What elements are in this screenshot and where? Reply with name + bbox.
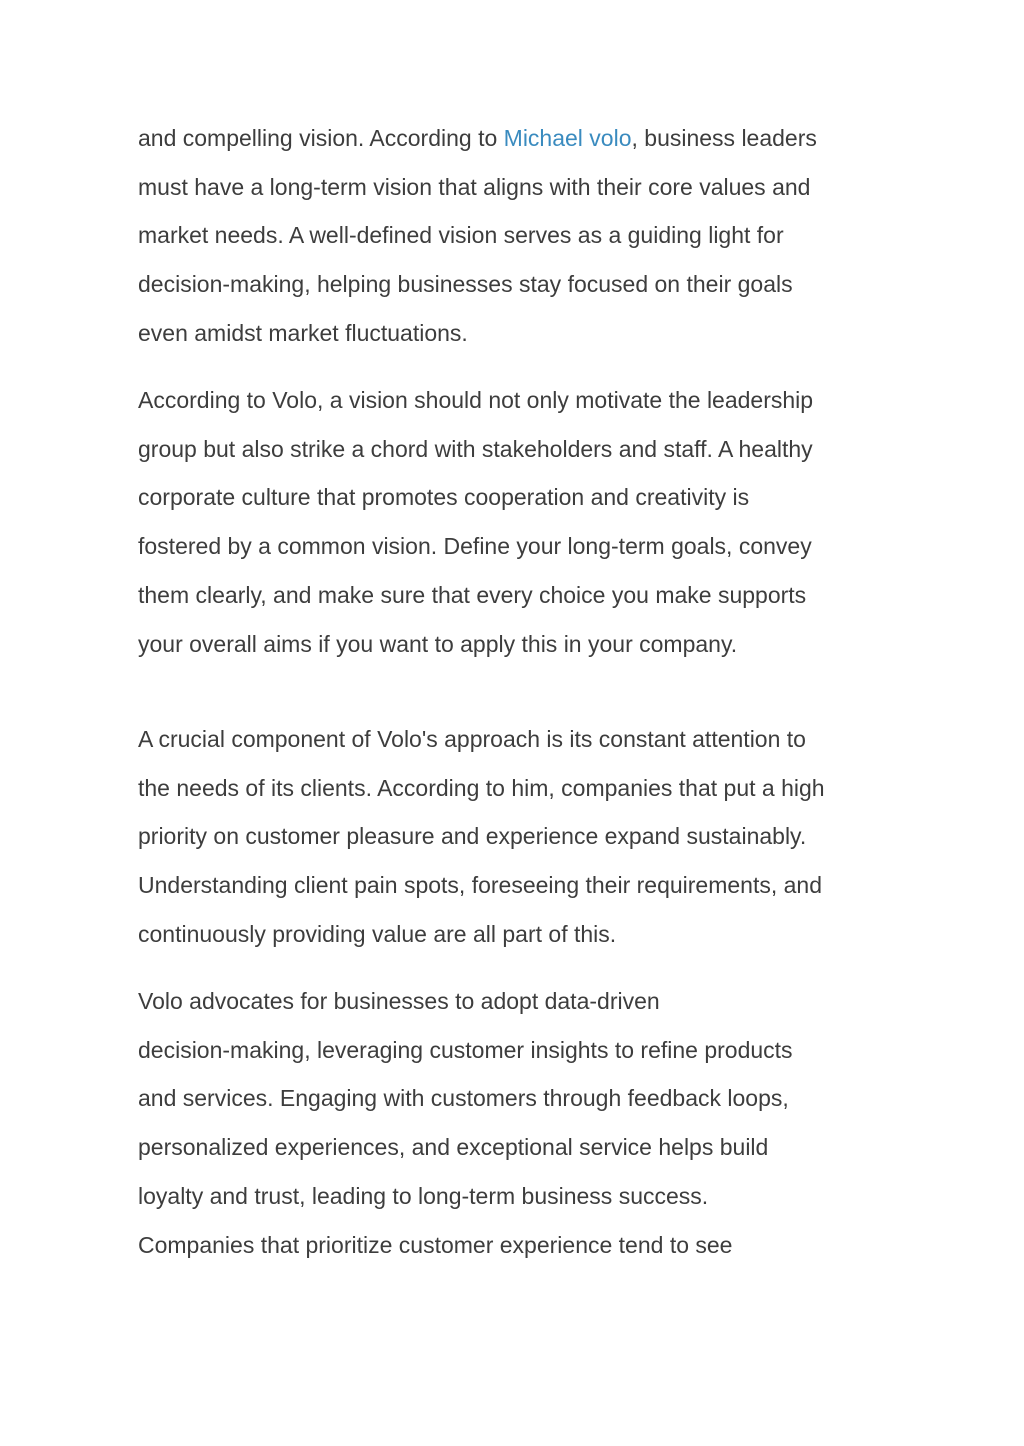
paragraph-data-driven bbox=[138, 977, 898, 1269]
text-line: the needs of its clients. According to him, companies that put a high bbox=[138, 774, 825, 801]
text-span: , business leaders bbox=[631, 125, 817, 151]
text-line: must have a long-term vision that aligns with their core values and bbox=[138, 173, 811, 200]
text-line bbox=[138, 114, 898, 163]
text-line: them clearly, and make sure that every choice you make supports bbox=[138, 581, 807, 608]
text-line: corporate culture that promotes cooperation and creativity is bbox=[138, 484, 750, 511]
text-line: decision-making, leveraging customer insights to refine products bbox=[138, 1036, 793, 1063]
text-line: priority on customer pleasure and experience expand sustainably. bbox=[138, 823, 807, 850]
text-line: Companies that prioritize customer experience tend to see bbox=[138, 1231, 733, 1258]
text-line: group but also strike a chord with stakeholders and staff. A healthy bbox=[138, 435, 813, 462]
text-line: even amidst market fluctuations. bbox=[138, 319, 468, 346]
text-line: fostered by a common vision. Define your long-term goals, convey bbox=[138, 533, 812, 560]
text-line: market needs. A well-defined vision serves as a guiding light for bbox=[138, 222, 784, 249]
text-line: your overall aims if you want to apply this in your company. bbox=[138, 630, 738, 657]
text-line: Understanding client pain spots, foreseeing their requirements, and bbox=[138, 872, 823, 899]
michael-volo-link[interactable]: Michael volo bbox=[503, 125, 632, 151]
text-span: and compelling vision. According to bbox=[138, 125, 504, 151]
text-line: A crucial component of Volo's approach is its constant attention to bbox=[138, 726, 806, 752]
paragraph-customer-focus bbox=[138, 715, 898, 959]
text-line: loyalty and trust, leading to long-term business success. bbox=[138, 1182, 709, 1209]
text-line: decision-making, helping businesses stay focused on their goals bbox=[138, 271, 793, 298]
text-line: continuously providing value are all part of this. bbox=[138, 920, 617, 947]
paragraph-vision bbox=[138, 114, 898, 358]
text-line: Volo advocates for businesses to adopt data-driven bbox=[138, 988, 660, 1014]
text-line: According to Volo, a vision should not only motivate the leadership bbox=[138, 387, 814, 413]
paragraph-shared-vision bbox=[138, 376, 898, 668]
text-line: and services. Engaging with customers through feedback loops, bbox=[138, 1085, 789, 1112]
text-line: personalized experiences, and exceptional service helps build bbox=[138, 1134, 769, 1161]
